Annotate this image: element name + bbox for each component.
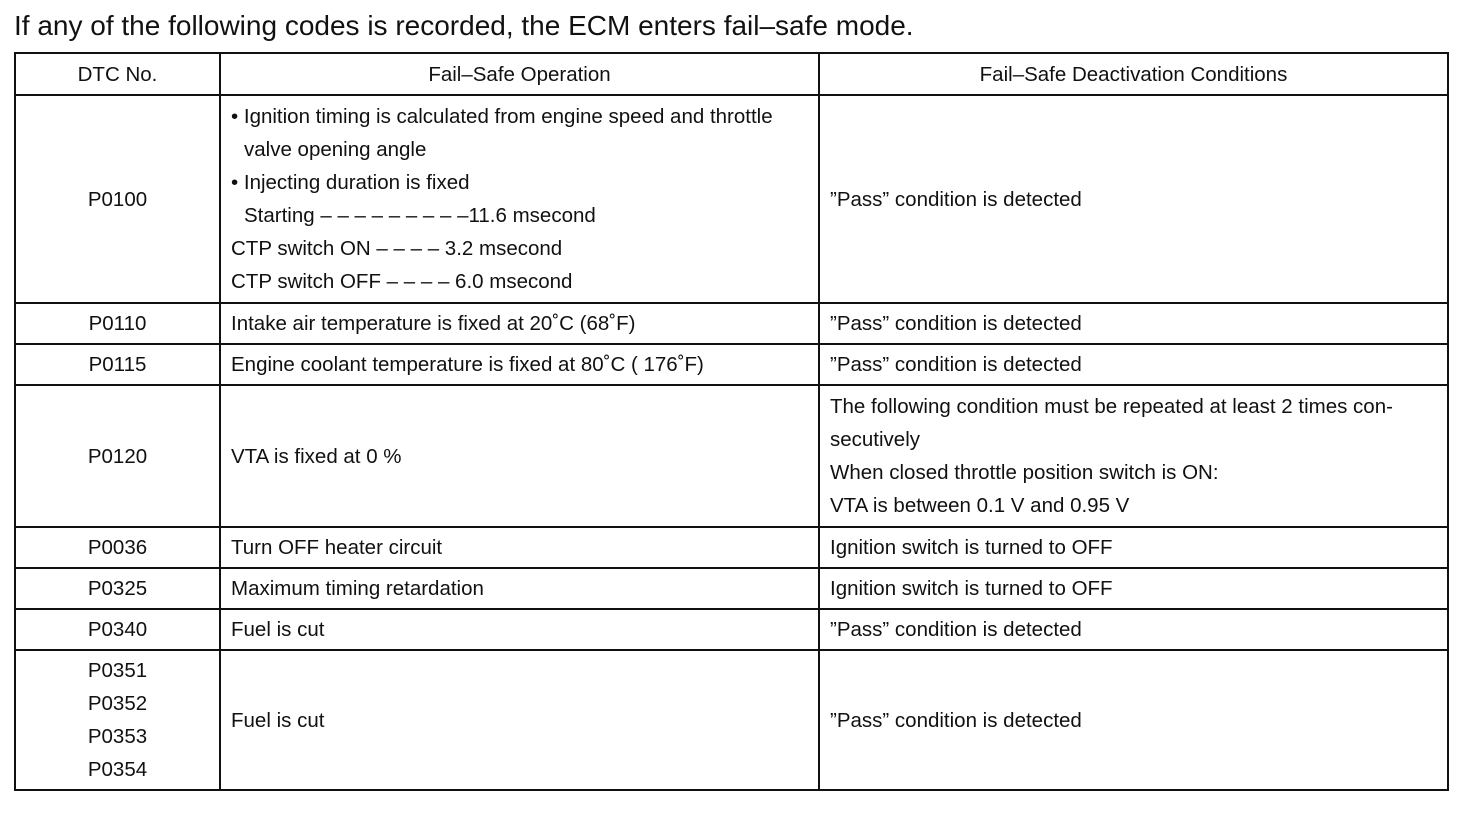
header-row bbox=[15, 53, 1448, 95]
operation-cell bbox=[220, 95, 819, 303]
dtc-code: P0352 bbox=[87, 692, 148, 715]
table-row bbox=[15, 527, 1448, 568]
dtc-code: P0110 bbox=[88, 312, 147, 335]
deactivation-text: ”Pass” condition is detected bbox=[830, 353, 1082, 376]
operation-line: valve opening angle bbox=[244, 138, 427, 161]
deactivation-line: When closed throttle position switch is ON: bbox=[830, 461, 1219, 484]
operation-text: Maximum timing retardation bbox=[231, 577, 484, 600]
fail-safe-table bbox=[14, 52, 1449, 791]
deactivation-line: The following condition must be repeated at least 2 times con- bbox=[830, 395, 1393, 418]
operation-bullet: • Ignition timing is calculated from engine speed and throttle bbox=[231, 100, 808, 133]
operation-text: VTA is fixed at 0 % bbox=[231, 444, 402, 468]
deactivation-cell bbox=[819, 527, 1448, 568]
operation-cell bbox=[220, 303, 819, 344]
dtc-code: P0340 bbox=[87, 618, 148, 641]
deactivation-cell bbox=[819, 385, 1448, 527]
dtc-code: P0100 bbox=[87, 187, 148, 211]
deactivation-cell bbox=[819, 95, 1448, 303]
operation-bullet: • Injecting duration is fixed bbox=[231, 166, 808, 199]
dtc-cell bbox=[15, 344, 220, 385]
deactivation-text: ”Pass” condition is detected bbox=[830, 312, 1082, 335]
table-row bbox=[15, 303, 1448, 344]
dtc-cell bbox=[15, 527, 220, 568]
dtc-code: P0354 bbox=[87, 758, 148, 781]
table-row bbox=[15, 609, 1448, 650]
table-row bbox=[15, 344, 1448, 385]
deactivation-line: secutively bbox=[830, 428, 921, 451]
deactivation-line: VTA is between 0.1 V and 0.95 V bbox=[830, 494, 1130, 517]
operation-cell bbox=[220, 385, 819, 527]
deactivation-cell bbox=[819, 650, 1448, 790]
dtc-code: P0120 bbox=[87, 444, 148, 468]
dtc-code: P0036 bbox=[87, 536, 148, 559]
intro-text: If any of the following codes is recorded, the ECM enters fail–safe mode. bbox=[14, 10, 914, 41]
operation-text: Engine coolant temperature is fixed at 80˚C ( 176˚F) bbox=[231, 353, 704, 376]
deactivation-cell bbox=[819, 568, 1448, 609]
deactivation-cell bbox=[819, 344, 1448, 385]
operation-text: Intake air temperature is fixed at 20˚C (68˚F) bbox=[231, 312, 636, 335]
operation-text: Fuel is cut bbox=[231, 708, 325, 732]
dtc-cell bbox=[15, 609, 220, 650]
header-deactivation: Fail–Safe Deactivation Conditions bbox=[819, 53, 1448, 95]
operation-text: Turn OFF heater circuit bbox=[231, 536, 443, 559]
deactivation-text: Ignition switch is turned to OFF bbox=[830, 536, 1113, 559]
deactivation-cell bbox=[819, 303, 1448, 344]
header-dtc: DTC No. bbox=[15, 53, 220, 95]
operation-cell bbox=[220, 344, 819, 385]
dtc-code: P0115 bbox=[88, 353, 147, 376]
deactivation-cell bbox=[819, 609, 1448, 650]
header-operation: Fail–Safe Operation bbox=[220, 53, 819, 95]
deactivation-text: ”Pass” condition is detected bbox=[830, 618, 1082, 641]
table-row bbox=[15, 650, 1448, 790]
operation-text: Fuel is cut bbox=[231, 618, 325, 641]
table-row bbox=[15, 568, 1448, 609]
deactivation-text: ”Pass” condition is detected bbox=[830, 187, 1082, 211]
dtc-code: P0351 bbox=[87, 659, 148, 682]
dtc-cell bbox=[15, 385, 220, 527]
operation-line: CTP switch ON – – – – 3.2 msecond bbox=[231, 237, 563, 260]
operation-line: Starting – – – – – – – – –11.6 msecond bbox=[244, 204, 596, 227]
dtc-code: P0353 bbox=[87, 725, 148, 748]
dtc-cell bbox=[15, 650, 220, 790]
dtc-cell bbox=[15, 568, 220, 609]
operation-cell bbox=[220, 650, 819, 790]
dtc-code: P0325 bbox=[87, 577, 148, 600]
operation-cell bbox=[220, 609, 819, 650]
operation-line: CTP switch OFF – – – – 6.0 msecond bbox=[231, 270, 573, 293]
operation-cell bbox=[220, 568, 819, 609]
dtc-cell bbox=[15, 95, 220, 303]
operation-cell bbox=[220, 527, 819, 568]
dtc-cell bbox=[15, 303, 220, 344]
deactivation-text: Ignition switch is turned to OFF bbox=[830, 577, 1113, 600]
table-row bbox=[15, 95, 1448, 303]
deactivation-text: ”Pass” condition is detected bbox=[830, 708, 1082, 732]
table-row bbox=[15, 385, 1448, 527]
